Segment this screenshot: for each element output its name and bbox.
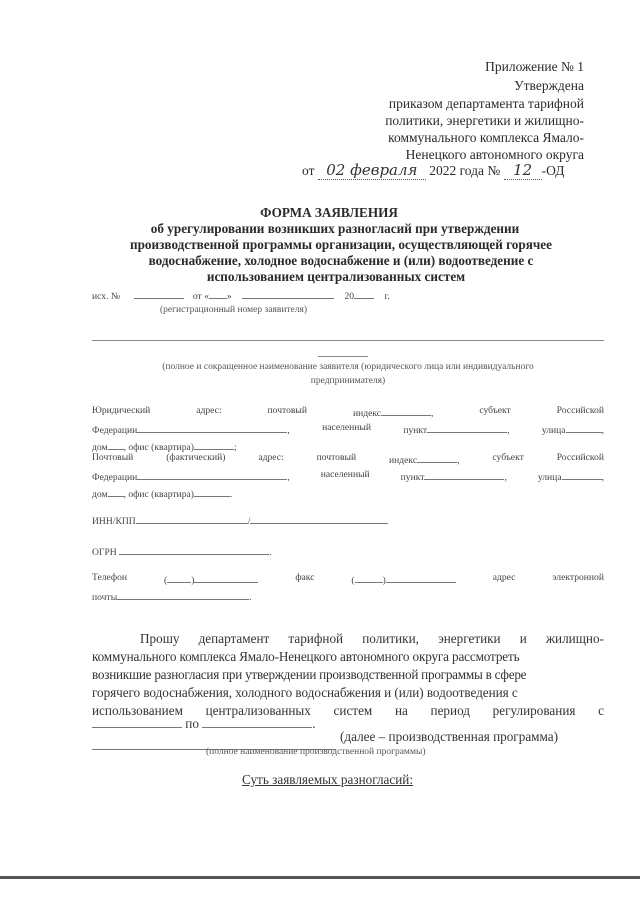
legal-house-field[interactable] bbox=[108, 439, 124, 450]
applicant-name-field-2[interactable] bbox=[318, 356, 368, 357]
legal-l2-d: пункт bbox=[403, 425, 428, 436]
applicant-name-field[interactable] bbox=[92, 340, 604, 341]
request-line-2: коммунального комплекса Ямало-Ненецкого автономного округа рассмотреть bbox=[92, 649, 520, 664]
post-l3-a: дом bbox=[92, 489, 108, 500]
phone-paren-open: ( bbox=[164, 575, 168, 586]
year-field[interactable] bbox=[354, 288, 374, 299]
date-year: 2022 года № bbox=[429, 163, 501, 178]
inn-label: ИНН/КПП bbox=[92, 516, 136, 527]
legal-word-3: почтовый bbox=[267, 405, 308, 416]
legal-street-field[interactable] bbox=[566, 422, 602, 433]
request-line-3: возникшие разногласия при утверждении производственной программы в сфере bbox=[92, 667, 527, 682]
fax-label: факс bbox=[295, 572, 315, 583]
order-line-1: приказом департамента тарифной bbox=[388, 96, 584, 111]
postal-region-field[interactable] bbox=[137, 469, 287, 480]
post-l2-c: населенный bbox=[320, 469, 370, 480]
legal-l3-c: ; bbox=[233, 442, 237, 453]
email-field[interactable] bbox=[117, 589, 249, 600]
req-l5-d: на bbox=[394, 703, 408, 718]
postal-address-line-3 bbox=[92, 486, 232, 500]
legal-word-6: субъект bbox=[479, 405, 511, 416]
post-l2-b: , bbox=[287, 472, 290, 483]
isx-number-field[interactable] bbox=[134, 288, 184, 299]
month-field[interactable] bbox=[242, 288, 334, 299]
legal-l3-a: дом bbox=[92, 442, 108, 453]
legal-address-line-1 bbox=[92, 405, 604, 419]
legal-word-7: Российской bbox=[556, 405, 604, 416]
legal-city-field[interactable] bbox=[427, 422, 507, 433]
title-line-5: использованием централизованных систем bbox=[206, 269, 466, 284]
kpp-field[interactable] bbox=[250, 513, 388, 524]
date-handwritten: 02 февраля bbox=[326, 161, 418, 179]
legal-region-field[interactable] bbox=[137, 422, 287, 433]
period-dot: . bbox=[312, 716, 316, 731]
req-w3: тарифной bbox=[288, 631, 344, 646]
post-word-7: субъект bbox=[492, 452, 524, 463]
legal-word-4: индекс bbox=[352, 408, 382, 419]
post-word-6: , bbox=[457, 455, 460, 466]
isx-label: исх. № bbox=[92, 291, 121, 302]
phone-label: Телефон bbox=[92, 572, 128, 583]
post-l3-b: , офис (квартира) bbox=[123, 489, 194, 500]
post-l2-g: , bbox=[601, 472, 604, 483]
order-date-line bbox=[302, 162, 564, 180]
fax-number-field[interactable] bbox=[386, 572, 456, 583]
appendix-label: Приложение № 1 bbox=[485, 59, 584, 74]
close-quote: » bbox=[226, 291, 232, 302]
scan-bottom-edge bbox=[0, 876, 640, 879]
reference-line bbox=[92, 288, 390, 302]
applicant-caption-2: предпринимателя) bbox=[310, 376, 386, 386]
day-field[interactable] bbox=[209, 288, 227, 299]
legal-address-line-2 bbox=[92, 422, 604, 436]
order-number-field bbox=[504, 162, 542, 180]
request-line-6 bbox=[92, 715, 316, 734]
postal-city-field[interactable] bbox=[424, 469, 504, 480]
req-w7: жилищно- bbox=[545, 631, 604, 646]
phone-paren-close: ) bbox=[191, 575, 195, 586]
contacts-line-1 bbox=[92, 572, 604, 586]
order-number: 12 bbox=[513, 161, 533, 179]
phone-number-field[interactable] bbox=[194, 572, 258, 583]
legal-address-line-3 bbox=[92, 439, 237, 453]
postal-address-line-2 bbox=[92, 469, 604, 483]
post-word-5: индекс bbox=[389, 455, 418, 466]
year-suffix: г. bbox=[384, 291, 390, 302]
title-line-3: производственной программы организации, осуществляющей горячее bbox=[130, 237, 552, 252]
period-start-field[interactable] bbox=[92, 715, 182, 728]
post-l2-a: Федерации bbox=[92, 472, 138, 483]
legal-l2-f: улица bbox=[541, 425, 566, 436]
legal-l2-a: Федерации bbox=[92, 425, 138, 436]
postal-office-field[interactable] bbox=[194, 486, 230, 497]
legal-index-field[interactable] bbox=[381, 405, 431, 416]
post-l2-d: пункт bbox=[400, 472, 425, 483]
req-l5-b: централизованных bbox=[205, 703, 311, 718]
postal-street-field[interactable] bbox=[562, 469, 602, 480]
ot-label: от « bbox=[192, 291, 209, 302]
program-name-caption: (полное наименование производственной программы) bbox=[206, 747, 426, 757]
mail-label: почты bbox=[92, 592, 118, 603]
post-l2-f: улица bbox=[537, 472, 562, 483]
ref-caption: (регистрационный номер заявителя) bbox=[160, 305, 308, 315]
year-label: 20 bbox=[344, 291, 355, 302]
order-line-3: коммунального комплекса Ямало- bbox=[388, 130, 584, 145]
request-line-7: (далее – производственная программа) bbox=[340, 729, 559, 744]
inn-kpp-line bbox=[92, 513, 388, 527]
order-line-2: политики, энергетики и жилищно- bbox=[385, 113, 584, 128]
address-word: адрес bbox=[492, 572, 516, 583]
date-handwritten-field bbox=[318, 162, 426, 180]
req-l5-e: период bbox=[430, 703, 471, 718]
inn-separator: / bbox=[247, 516, 251, 527]
req-l5-c: систем bbox=[333, 703, 373, 718]
contacts-line-2 bbox=[92, 589, 252, 603]
ogrn-field[interactable] bbox=[119, 544, 269, 555]
req-w2: департамент bbox=[198, 631, 270, 646]
req-w6: и bbox=[519, 631, 527, 646]
postal-index-field[interactable] bbox=[417, 452, 457, 463]
fax-code-field[interactable] bbox=[355, 572, 383, 583]
fax-paren-close: ) bbox=[382, 575, 386, 586]
legal-word-1: Юридический bbox=[92, 405, 151, 416]
post-l3-c: . bbox=[229, 489, 233, 500]
legal-word-5: , bbox=[431, 408, 434, 419]
period-po: по bbox=[185, 716, 199, 731]
req-l5-f: регулирования bbox=[492, 703, 576, 718]
period-end-field[interactable] bbox=[202, 715, 312, 728]
approved-label: Утверждена bbox=[514, 78, 584, 93]
legal-l2-e: , bbox=[507, 425, 510, 436]
title-line-4: водоснабжение, холодное водоснабжение и (или) водоотведение с bbox=[148, 253, 534, 268]
ogrn-dot: . bbox=[269, 547, 272, 558]
postal-address-line-1 bbox=[92, 452, 604, 466]
legal-l2-g: , bbox=[601, 425, 604, 436]
legal-office-field[interactable] bbox=[194, 439, 234, 450]
order-suffix: -ОД bbox=[541, 163, 565, 178]
phone-code-field[interactable] bbox=[167, 572, 191, 583]
request-line-1 bbox=[140, 630, 604, 649]
post-word-3: адрес: bbox=[258, 452, 284, 463]
req-w4: политики, bbox=[362, 631, 419, 646]
order-line-4: Ненецкого автономного округа bbox=[405, 147, 584, 162]
applicant-caption-1: (полное и сокращенное наименование заявителя (юридического лица или индивидуального bbox=[162, 362, 534, 372]
disagreements-heading: Суть заявляемых разногласий: bbox=[242, 772, 414, 787]
title-line-1: ФОРМА ЗАЯВЛЕНИЯ bbox=[260, 205, 398, 220]
inn-field[interactable] bbox=[136, 513, 248, 524]
legal-l2-b: , bbox=[287, 425, 290, 436]
ogrn-line bbox=[92, 544, 272, 558]
date-prefix: от bbox=[302, 163, 315, 178]
fax-paren-open: ( bbox=[351, 575, 355, 586]
request-line-4: горячего водоснабжения, холодного водоснабжения и (или) водоотведения с bbox=[92, 685, 518, 700]
legal-word-2: адрес: bbox=[196, 405, 222, 416]
postal-house-field[interactable] bbox=[108, 486, 124, 497]
mail-dot: . bbox=[249, 592, 252, 603]
legal-l2-c: населенный bbox=[322, 422, 371, 433]
post-l2-e: , bbox=[504, 472, 507, 483]
email-word: электронной bbox=[552, 572, 604, 583]
post-word-2: (фактический) bbox=[166, 452, 226, 463]
post-word-4: почтовый bbox=[316, 452, 357, 463]
req-w1: Прошу bbox=[140, 631, 180, 646]
post-word-8: Российской bbox=[556, 452, 604, 463]
post-word-1: Почтовый bbox=[92, 452, 134, 463]
req-w5: энергетики bbox=[438, 631, 501, 646]
req-l5-a: использованием bbox=[92, 703, 183, 718]
title-line-2: об урегулировании возникших разногласий при утверждении bbox=[150, 221, 520, 236]
ogrn-label: ОГРН bbox=[92, 547, 117, 558]
req-l5-g: с bbox=[598, 703, 604, 718]
legal-l3-b: , офис (квартира) bbox=[123, 442, 194, 453]
